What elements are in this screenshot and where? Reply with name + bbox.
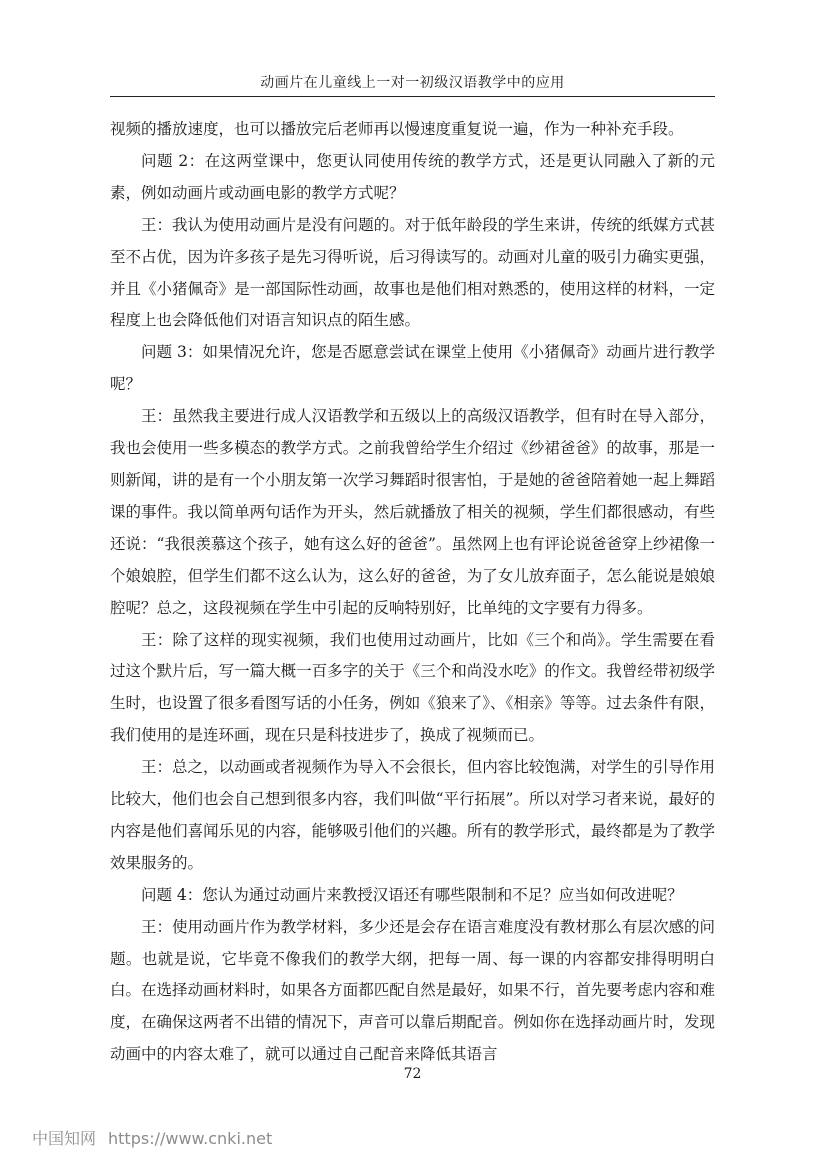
document-body (110, 114, 715, 1071)
paragraph-answer-2: 王：我认为使用动画片是没有问题的。对于低年龄段的学生来讲，传统的纸媒方式甚至不占优，因为许多孩子是先习得听说，后习得读写的。动画对儿童的吸引力确实更强，并且《小猪佩奇》是一部国际性动画，故事也是他们相对熟悉的，使用这样的材料，一定程度上也会降低他们对语言知识点的陌生感。 (110, 215, 715, 330)
running-header: 动画片在儿童线上一对一初级汉语教学中的应用 (260, 75, 565, 91)
paragraph-question-3: 问题 3：如果情况允许，您是否愿意尝试在课堂上使用《小猪佩奇》动画片进行教学呢？ (110, 343, 715, 394)
watermark-brand: 中国知网 (32, 1129, 97, 1148)
paragraph-answer-3a: 王：虽然我主要进行成人汉语教学和五级以上的高级汉语教学，但有时在导入部分，我也会使用一些多模态的教学方式。之前我曾给学生介绍过《纱裙爸爸》的故事，那是一则新闻，讲的是有一个小朋友第一次学习舞蹈时很害怕，于是她的爸爸陪着她一起上舞蹈课的事件。我以简单两句话作为开头，然后就播放了相关的视频，学生们都很感动，有些还说：“我很羡慕这个孩子，她有这么好的爸爸”。虽然网上也有评论说爸爸穿上纱裙像一个娘娘腔，但学生们都不这么认为，这么好的爸爸，为了女儿放弃面子，怎么能说是娘娘腔呢？总之，这段视频在学生中引起的反响特别好，比单纯的文字要有力得多。 (110, 407, 715, 617)
header-divider (110, 96, 715, 97)
cnki-watermark (32, 1126, 272, 1149)
paragraph-question-4: 问题 4：您认为通过动画片来教授汉语还有哪些限制和不足？应当如何改进呢？ (141, 885, 683, 904)
paragraph-continuation: 视频的播放速度，也可以播放完后老师再以慢速度重复说一遍，作为一种补充手段。 (110, 120, 684, 138)
paragraph-answer-3c: 王：总之，以动画或者视频作为导入不会很长，但内容比较饱满，对学生的引导作用比较大，他们也会自己想到很多内容，我们叫做“平行拓展”。所以对学习者来说，最好的内容是他们喜闻乐见的内容，能够吸引他们的兴趣。所有的教学形式，最终都是为了教学效果服务的。 (110, 758, 715, 872)
paragraph-answer-4: 王：使用动画片作为教学材料，多少还是会存在语言难度没有教材那么有层次感的问题。也就是说，它毕竟不像我们的教学大纲，把每一周、每一课的内容都安排得明明白白。在选择动画材料时，如果各方面都匹配自然是最好，如果不行，首先要考虑内容和难度，在确保这两者不出错的情况下，声音可以靠后期配音。例如你在选择动画片时，发现动画中的内容太难了，就可以通过自己配音来降低其语言 (110, 917, 715, 1064)
page-number: 72 (403, 1066, 422, 1082)
paragraph-question-2: 问题 2：在这两堂课中，您更认同使用传统的教学方式，还是更认同融入了新的元素，例如动画片或动画电影的教学方式呢？ (110, 151, 715, 202)
paragraph-answer-3b: 王：除了这样的现实视频，我们也使用过动画片，比如《三个和尚》。学生需要在看过这个默片后，写一篇大概一百多字的关于《三个和尚没水吃》的作文。我曾经带初级学生时，也设置了很多看图写话的小任务，例如《狼来了》、《相亲》等等。过去条件有限，我们使用的是连环画，现在只是科技进步了，换成了视频而已。 (110, 630, 715, 745)
watermark-url: https://www.cnki.net (108, 1129, 273, 1148)
